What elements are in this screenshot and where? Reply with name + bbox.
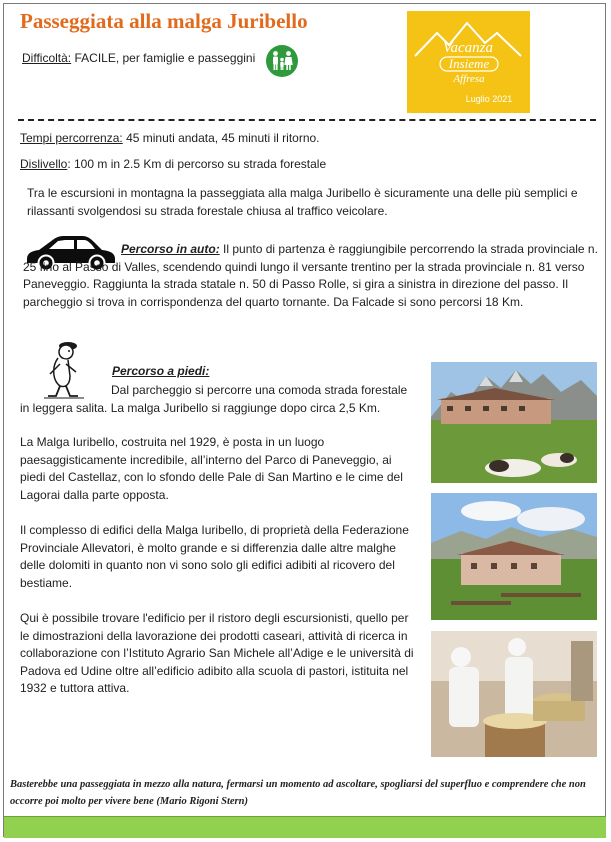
walk-route-heading: Percorso a piedi: <box>112 364 210 378</box>
photo-malga-cows <box>431 362 597 483</box>
complex-paragraph: Il complesso di edifici della Malga Iuribello, di proprietà della Federazione Provinciale Allevatori, è molto grande e si differenzia dalle altre malghe delle dolomiti in quanto non vi sono solo gli edifici adibiti al ricovero del bestiame. <box>20 523 409 590</box>
logo-line3: Affresa <box>453 73 485 85</box>
elevation-value: : 100 m in 2.5 Km di percorso su strada forestale <box>67 157 327 171</box>
times-label: Tempi percorrenza: <box>20 131 123 145</box>
photo-malga-buildings <box>431 493 597 620</box>
logo-line2: Insieme <box>448 56 490 71</box>
elevation-line <box>20 157 326 171</box>
car-route-text: Il punto di partenza è raggiungibile percorrendo la strada provinciale n. 25 fino al Passo di Valles, scendendo quindi lungo il versante trentino per la strada provinciale n. 81 verso Paneveggio. Raggiunta la strada statale n. 50 di Passo Rolle, si gira a sinistra in direzione del passo. Il parcheggio si trova in corrispondenza del quarto tornante. Da Falcade si sono percorsi 18 Km. <box>23 242 598 309</box>
car-route-heading: Percorso in auto: <box>121 242 220 256</box>
intro-paragraph: Tra le escursioni in montagna la passeggiata alla malga Juribello è sicuramente una delle più semplici e rilassanti svolgendosi su strada forestale chiusa al traffico veicolare. <box>27 186 578 218</box>
difficulty-label: Difficoltà: <box>22 51 72 65</box>
times-line <box>20 131 320 145</box>
family-icon <box>266 45 298 77</box>
walk-route-paragraph: Dal parcheggio si percorre una comoda strada forestale in leggera salita. La malga Juribello si raggiunge dopo circa 2,5 Km. <box>20 383 408 415</box>
car-route-paragraph <box>23 241 598 311</box>
section-divider <box>18 119 596 121</box>
times-value: 45 minuti andata, 45 minuti il ritorno. <box>126 131 320 145</box>
logo-line4: Luglio 2021 <box>465 94 513 104</box>
footer-quote: Basterebbe una passeggiata in mezzo alla natura, fermarsi un momento ad ascoltare, spogliarsi del superfluo e comprendere che non occorre poi molto per vivere bene (Mario Rigoni Stern) <box>10 779 586 807</box>
refuge-paragraph: Qui è possibile trovare l'edificio per il ristoro degli escursionisti, quello per le dimostrazioni della lavorazione dei prodotti caseari, attività di ricerca in collaborazione con l’Istituto Agrario San Michele all’Adige e le università di Padova ed Udine oltre all’edificio adibito alla scuola di pastori, istituita nel 1932 e tuttora attiva. <box>20 611 414 695</box>
elevation-label: Dislivello <box>20 157 68 171</box>
difficulty-line <box>22 51 255 65</box>
photo-cheese-making <box>431 631 597 757</box>
difficulty-value: FACILE, per famiglie e passeggini <box>74 51 256 65</box>
logo-line1: Vacanza <box>443 40 493 56</box>
page-title: Passeggiata alla malga Juribello <box>20 9 308 33</box>
footer-bar <box>4 816 606 838</box>
vacanza-insieme-logo <box>407 11 530 113</box>
malga-paragraph: La Malga Iuribello, costruita nel 1929, è posta in un luogo paesaggisticamente incredibile, all’interno del Parco di Paneveggio, ai piedi del Castellaz, con lo sfondo delle Pale di San Martino e le cime del Lagorai dalla parte opposta. <box>20 435 403 502</box>
